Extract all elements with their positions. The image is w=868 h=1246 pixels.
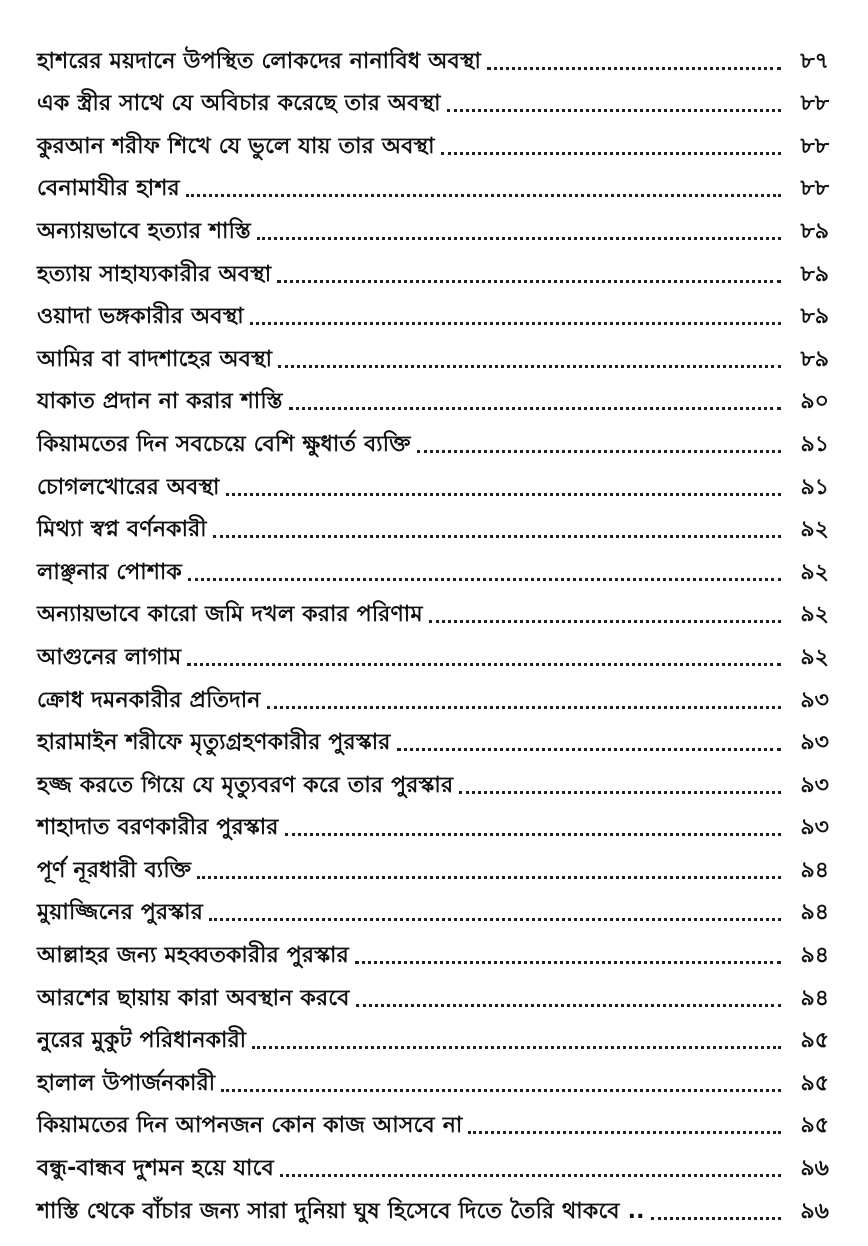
toc-entry [37, 464, 829, 507]
entry-title: শাহাদাত বরণকারীর পুরস্কার [37, 815, 279, 841]
entry-title: মুয়াজ্জিনের পুরস্কার [37, 900, 204, 926]
entry-page-number: ৮৯ [800, 346, 829, 372]
dot-leader [277, 280, 781, 283]
entry-page-number: ৯১ [800, 474, 829, 500]
toc-entry [37, 123, 829, 166]
table-of-contents [37, 38, 829, 1231]
dot-leader [651, 1217, 781, 1220]
dot-leader [250, 322, 781, 325]
entry-title: আগুনের লাগাম [37, 644, 182, 670]
entry-title: শাস্তি থেকে বাঁচার জন্য সারা দুনিয়া ঘুষ হিসেবে দিতে তৈরি থাকবে .. [37, 1198, 645, 1224]
entry-page-number: ৯২ [800, 517, 829, 543]
toc-entry [37, 890, 829, 933]
entry-title: ক্রোধ দমনকারীর প্রতিদান [37, 687, 261, 713]
dot-leader [417, 450, 781, 453]
toc-entry [37, 208, 829, 251]
entry-page-number: ৯৫ [800, 1070, 829, 1096]
toc-entry [37, 975, 829, 1018]
dot-leader [188, 578, 781, 581]
dot-leader [487, 67, 781, 70]
entry-title: আমির বা বাদশাহের অবস্থা [37, 346, 273, 372]
dot-leader [187, 663, 781, 666]
entry-page-number: ৮৯ [800, 218, 829, 244]
entry-page-number: ৯৩ [800, 687, 829, 713]
dot-leader [441, 152, 781, 155]
entry-title: হজ্জ করতে গিয়ে যে মৃত্যুবরণ করে তার পুরস্কার [37, 772, 454, 798]
toc-entry [37, 677, 829, 720]
toc-entry [37, 1018, 829, 1061]
entry-page-number: ৮৯ [800, 261, 829, 287]
entry-title: আরশের ছায়ায় কারা অবস্থান করবে [37, 985, 350, 1011]
toc-entry [37, 379, 829, 422]
entry-title: এক স্ত্রীর সাথে যে অবিচার করেছে তার অবস্থা [37, 91, 441, 117]
entry-page-number: ৯২ [800, 559, 829, 585]
entry-page-number: ৯৪ [800, 857, 829, 883]
entry-page-number: ৯৫ [800, 1113, 829, 1139]
entry-title: লাঞ্ছনার পোশাক [37, 559, 183, 585]
entry-title: কিয়ামতের দিন আপনজন কোন কাজ আসবে না [37, 1113, 463, 1139]
entry-page-number: ৯৪ [800, 900, 829, 926]
toc-entry [37, 592, 829, 635]
dot-leader [186, 194, 781, 197]
entry-page-number: ৯৪ [800, 943, 829, 969]
dot-leader [252, 1046, 781, 1049]
toc-entry [37, 847, 829, 890]
dot-leader [221, 1089, 781, 1092]
dot-leader [289, 407, 781, 410]
toc-entry [37, 421, 829, 464]
toc-entry [37, 1188, 829, 1231]
entry-title: হত্যায় সাহায্যকারীর অবস্থা [37, 261, 272, 287]
entry-page-number: ৯৬ [800, 1198, 829, 1224]
entry-title: মিথ্যা স্বপ্ন বর্ণনকারী [37, 517, 207, 543]
dot-leader [397, 748, 781, 751]
toc-entry [37, 336, 829, 379]
dot-leader [280, 1174, 781, 1177]
entry-title: যাকাত প্রদান না করার শাস্তি [37, 389, 283, 415]
entry-page-number: ৯৩ [800, 772, 829, 798]
toc-entry [37, 549, 829, 592]
entry-page-number: ৮৯ [800, 304, 829, 330]
entry-page-number: ৮৮ [800, 91, 829, 117]
dot-leader [285, 833, 781, 836]
toc-entry [37, 166, 829, 209]
entry-page-number: ৮৮ [800, 133, 829, 159]
entry-title: নুরের মুকুট পরিধানকারী [37, 1028, 247, 1054]
entry-page-number: ৮৭ [800, 48, 829, 74]
toc-entry [37, 507, 829, 550]
entry-title: বেনামাযীর হাশর [37, 176, 180, 202]
toc-entry [37, 720, 829, 763]
dot-leader [429, 620, 781, 623]
entry-title: চোগলখোরের অবস্থা [37, 474, 220, 500]
dot-leader [197, 876, 781, 879]
entry-page-number: ৯৩ [800, 815, 829, 841]
entry-page-number: ৯০ [800, 389, 829, 415]
dot-leader [468, 1131, 781, 1134]
toc-entry [37, 1103, 829, 1146]
entry-page-number: ৮৮ [800, 176, 829, 202]
dot-leader [267, 706, 781, 709]
entry-title: হারামাইন শরীফে মৃত্যুগ্রহণকারীর পুরস্কার [37, 730, 391, 756]
dot-leader [447, 109, 781, 112]
dot-leader [355, 961, 781, 964]
entry-page-number: ৯৬ [800, 1156, 829, 1182]
entry-page-number: ৯২ [800, 602, 829, 628]
entry-title: ওয়াদা ভঙ্গকারীর অবস্থা [37, 304, 244, 330]
toc-entry [37, 251, 829, 294]
entry-title: হালাল উপার্জনকারী [37, 1070, 216, 1096]
entry-title: বন্ধু-বান্ধব দুশমন হয়ে যাবে [37, 1156, 274, 1182]
entry-title: হাশরের ময়দানে উপস্থিত লোকদের নানাবিধ অবস্থা [37, 48, 482, 74]
toc-entry [37, 762, 829, 805]
dot-leader [257, 237, 781, 240]
dot-leader [356, 1004, 781, 1007]
toc-entry [37, 1060, 829, 1103]
toc-entry [37, 38, 829, 81]
dot-leader [213, 535, 781, 538]
entry-page-number: ৯১ [800, 431, 829, 457]
entry-page-number: ৯২ [800, 644, 829, 670]
toc-entry [37, 1145, 829, 1188]
entry-title: পূর্ণ নূরধারী ব্যক্তি [37, 857, 192, 883]
dot-leader [226, 493, 781, 496]
toc-entry [37, 81, 829, 124]
entry-page-number: ৯৩ [800, 730, 829, 756]
toc-entry [37, 294, 829, 337]
dot-leader [459, 791, 781, 794]
entry-title: অন্যায়ভাবে কারো জমি দখল করার পরিণাম [37, 602, 423, 628]
entry-title: কুরআন শরীফ শিখে যে ভুলে যায় তার অবস্থা [37, 133, 435, 159]
entry-title: আল্লাহর জন্য মহব্বতকারীর পুরস্কার [37, 943, 349, 969]
entry-page-number: ৯৪ [800, 985, 829, 1011]
toc-entry [37, 805, 829, 848]
entry-title: অন্যায়ভাবে হত্যার শাস্তি [37, 218, 251, 244]
entry-title: কিয়ামতের দিন সবচেয়ে বেশি ক্ষুধার্ত ব্যক্তি [37, 431, 411, 457]
entry-page-number: ৯৫ [800, 1028, 829, 1054]
toc-entry [37, 634, 829, 677]
dot-leader [278, 365, 781, 368]
toc-entry [37, 932, 829, 975]
dot-leader [209, 918, 781, 921]
